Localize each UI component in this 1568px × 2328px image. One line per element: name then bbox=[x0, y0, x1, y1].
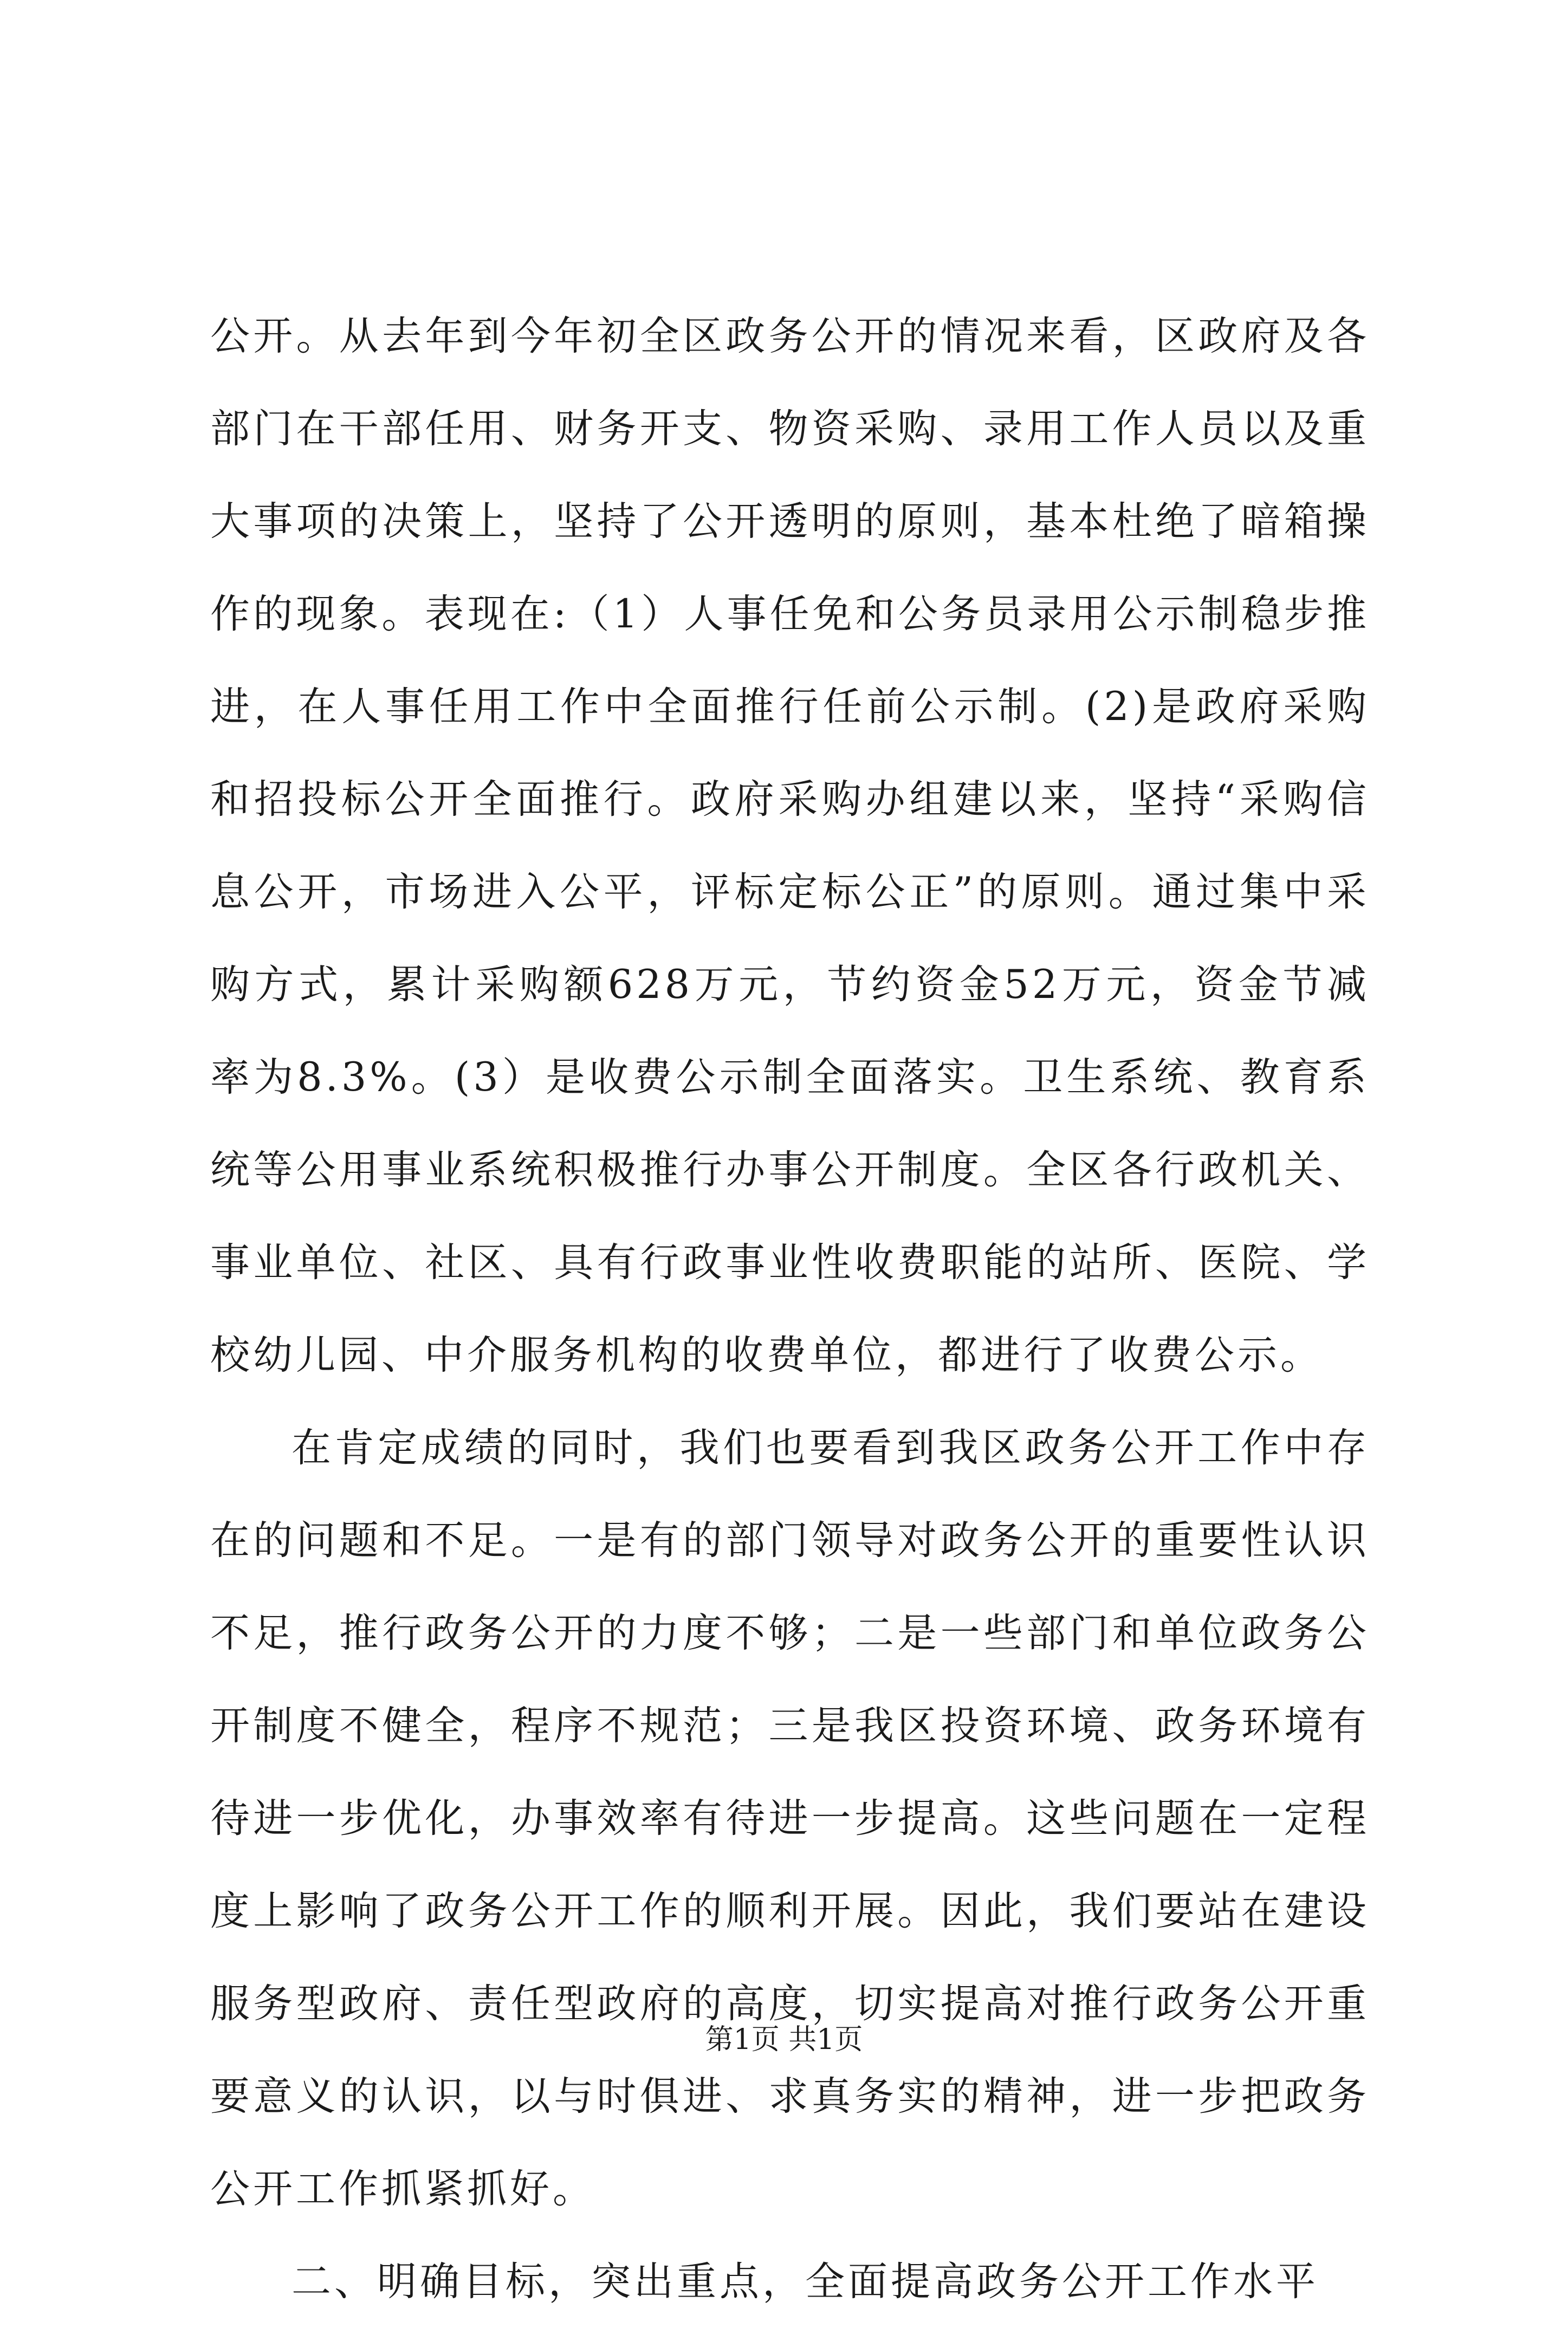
paragraph-2: 在肯定成绩的同时，我们也要看到我区政务公开工作中存在的问题和不足。一是有的部门领导对政务公开的重要性认识不足，推行政务公开的力度不够；二是一些部门和单位政务公开制度不健全，程序不规范；三是我区投资环境、政务环境有待进一步优化，办事效率有待进一步提高。这些问题在一定程度上影响了政务公开工作的顺利开展。因此，我们要站在建设服务型政府、责任型政府的高度，切实提高对推行政务公开重要意义的认识，以与时俱进、求真务实的精神，进一步把政务公开工作抓紧抓好。 bbox=[210, 1425, 1370, 2212]
section-heading: 二、明确目标，突出重点，全面提高政务公开工作水平 bbox=[291, 2259, 1319, 2305]
page-footer: 第1页 共1页 bbox=[705, 2024, 863, 2056]
paragraph-1: 公开。从去年到今年初全区政务公开的情况来看，区政府及各部门在干部任用、财务开支、物资采购、录用工作人员以及重大事项的决策上，坚持了公开透明的原则，基本杜绝了暗箱操作的现象。表现在:（1）人事任免和公务员录用公示制稳步推进，在人事任用工作中全面推行任前公示制。(2)是政府采购和招投标公开全面推行。政府采购办组建以来，坚持“采购信息公开，市场进入公平，评标定标公正”的原则。通过集中采购方式，累计采购额628万元，节约资金52万元，资金节减率为8.3%。(3）是收费公示制全面落实。卫生系统、教育系统等公用事业系统积极推行办事公开制度。全区各行政机关、事业单位、社区、具有行政事业性收费职能的站所、医院、学校幼儿园、中介服务机构的收费单位，都进行了收费公示。 bbox=[210, 313, 1370, 1378]
